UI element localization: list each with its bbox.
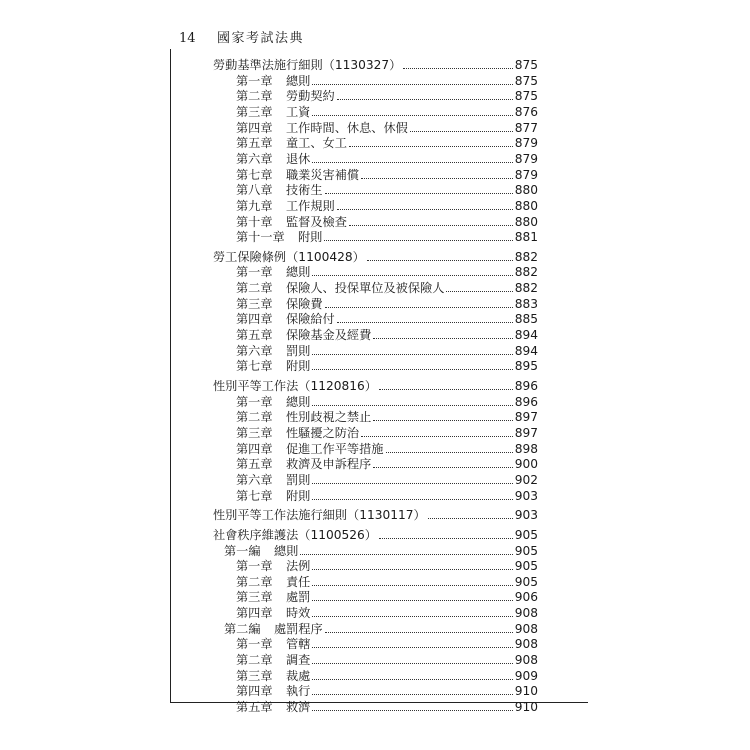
page-number: 14 [179,31,196,46]
toc-entry-chapter [236,198,538,214]
dot-leader [446,291,512,292]
toc-law-title: 社會秩序維護法（1100526） [213,527,377,542]
dot-leader [361,436,513,437]
chapter-number: 第三章 [236,668,273,683]
toc-page-number: 900 [514,457,538,472]
toc-entry-part [224,543,538,559]
toc-page-number: 875 [514,89,538,104]
dot-leader [312,679,512,680]
dot-leader [312,483,512,484]
toc-page-number: 910 [514,684,538,699]
dot-leader [312,710,512,711]
toc-page-number: 875 [514,73,538,88]
dot-leader [312,115,512,116]
dot-leader [403,68,512,69]
chapter-number: 第十一章 [236,230,285,245]
toc-page-number: 906 [514,590,538,605]
toc-entry-chapter [236,441,538,457]
toc-entry-chapter [236,214,538,230]
toc-chapter-label [236,229,322,245]
dot-leader [337,209,513,210]
dot-leader [312,369,512,370]
dot-leader [312,354,512,355]
chapter-number: 第四章 [236,120,273,135]
chapter-number: 第四章 [236,441,273,456]
dot-leader [312,663,512,664]
toc-chapter-label [236,683,310,699]
toc-chapter-label [236,135,347,151]
toc-chapter-label [236,488,310,504]
toc-page-number: 894 [514,328,538,343]
chapter-title: 罰則 [286,343,311,358]
chapter-number: 第一章 [236,637,273,652]
chapter-title: 退休 [286,151,311,166]
dot-leader [349,146,513,147]
toc-page-number: 896 [514,379,538,393]
dot-leader [312,84,512,85]
toc-entry-law [213,507,538,523]
toc-page-number: 875 [514,58,538,72]
toc-page-number: 905 [514,559,538,574]
dot-leader [379,389,513,390]
toc-entry-chapter [236,668,538,684]
toc-chapter-label [224,543,298,559]
chapter-number: 第七章 [236,167,273,182]
chapter-title: 保險費 [286,296,323,311]
toc-page-number: 910 [514,700,538,714]
chapter-number: 第二章 [236,574,273,589]
toc-law-title: 勞動基準法施行細則（1130327） [213,58,402,72]
chapter-title: 保險給付 [286,312,335,327]
toc-chapter-label [236,120,408,136]
toc-chapter-label [236,558,310,574]
chapter-number: 第五章 [236,457,273,472]
toc-entry-chapter [236,456,538,472]
toc-entry-law [213,57,538,73]
toc-entry-chapter [236,488,538,504]
dot-leader [373,338,512,339]
chapter-number: 第三章 [236,296,273,311]
chapter-title: 總則 [286,394,311,409]
chapter-number: 第一編 [224,543,261,558]
toc-page-number: 880 [514,198,538,213]
chapter-number: 第五章 [236,136,273,151]
toc-chapter-label [236,327,371,343]
dot-leader [312,275,512,276]
chapter-title: 性別歧視之禁止 [286,410,372,425]
chapter-number: 第三章 [236,104,273,119]
toc-entry-chapter [236,327,538,343]
toc-chapter-label [236,574,310,590]
chapter-title: 促進工作平等措施 [286,441,384,456]
chapter-title: 救濟 [286,700,311,714]
toc-chapter-label [236,198,335,214]
chapter-title: 時效 [286,606,311,621]
toc-entry-part [224,621,538,637]
toc-entry-chapter [236,589,538,605]
toc-entry-chapter [236,394,538,410]
dot-leader [337,322,513,323]
chapter-title: 工作時間、休息、休假 [286,120,408,135]
toc-page-number: 905 [514,574,538,589]
chapter-title: 技術生 [286,183,323,198]
toc-entry-chapter [236,425,538,441]
toc-chapter-label [236,343,310,359]
toc-chapter-label [236,441,384,457]
chapter-title: 救濟及申訴程序 [286,457,372,472]
chapter-number: 第十章 [236,214,273,229]
toc-chapter-label [236,636,310,652]
chapter-number: 第九章 [236,198,273,213]
chapter-number: 第三章 [236,425,273,440]
toc-chapter-label [236,394,310,410]
chapter-number: 第一章 [236,559,273,574]
toc-page-number: 905 [514,543,538,558]
toc-entry-chapter [236,280,538,296]
toc-chapter-label [236,104,310,120]
dot-leader [312,647,512,648]
chapter-title: 保險人、投保單位及被保險人 [286,281,445,296]
toc-entry-law [213,249,538,265]
toc-page-number: 894 [514,343,538,358]
toc-entry-chapter [236,151,538,167]
toc-chapter-label [236,280,444,296]
toc-entry-chapter [236,605,538,621]
chapter-title: 職業災害補償 [286,167,360,182]
toc-page-number: 879 [514,136,538,151]
toc-page-number: 908 [514,621,538,636]
chapter-title: 執行 [286,684,311,699]
toc-entry-chapter [236,472,538,488]
chapter-title: 附則 [298,230,323,245]
chapter-title: 裁處 [286,668,311,683]
toc-page-number: 908 [514,653,538,668]
toc-page-number: 903 [514,488,538,503]
dot-leader [312,616,512,617]
chapter-number: 第一章 [236,265,273,280]
toc-chapter-label [236,311,335,327]
toc-chapter-label [236,652,310,668]
toc-page-number: 909 [514,668,538,683]
toc-chapter-label [236,151,310,167]
toc-entry-chapter [236,182,538,198]
toc-entry-chapter [236,104,538,120]
toc-page-number: 908 [514,637,538,652]
toc-page-number: 883 [514,296,538,311]
dot-leader [312,569,512,570]
dot-leader [410,131,513,132]
chapter-number: 第六章 [236,343,273,358]
toc-entry-chapter [236,167,538,183]
chapter-number: 第二章 [236,281,273,296]
toc-page-number: 882 [514,265,538,280]
toc-entry-chapter [236,73,538,89]
chapter-title: 罰則 [286,472,311,487]
toc-entry-chapter [236,699,538,715]
chapter-title: 處罰程序 [274,621,323,636]
toc-page-number: 882 [514,281,538,296]
toc-entry-chapter [236,343,538,359]
toc-page-number: 898 [514,441,538,456]
dot-leader [312,585,512,586]
dot-leader [312,600,512,601]
toc-entry-chapter [236,683,538,699]
toc-chapter-label [236,73,310,89]
toc-chapter-label [236,456,371,472]
toc-page-number: 902 [514,472,538,487]
dot-leader [337,99,513,100]
chapter-title: 法例 [286,559,311,574]
dot-leader [361,178,513,179]
running-head [179,30,304,48]
chapter-number: 第一章 [236,73,273,88]
toc-law-title: 性別平等工作法（1120816） [213,379,377,393]
chapter-number: 第六章 [236,472,273,487]
toc-page-number: 897 [514,410,538,425]
chapter-title: 童工、女工 [286,136,347,151]
toc-page-number: 885 [514,312,538,327]
chapter-title: 工作規則 [286,198,335,213]
chapter-number: 第二編 [224,621,261,636]
toc-page-number: 879 [514,151,538,166]
dot-leader [312,499,512,500]
toc-law-title: 勞工保險條例（1100428） [213,249,365,264]
toc-chapter-label [236,699,310,715]
toc-page-number: 881 [514,230,538,245]
toc-entry-chapter [236,88,538,104]
chapter-title: 保險基金及經費 [286,328,372,343]
chapter-title: 總則 [286,265,311,280]
toc-page-number: 879 [514,167,538,182]
chapter-number: 第七章 [236,488,273,503]
toc-chapter-label [236,425,359,441]
toc-chapter-label [236,668,310,684]
toc-page-number: 903 [514,508,538,523]
toc-entry-chapter [236,409,538,425]
dot-leader [379,538,513,539]
chapter-number: 第四章 [236,684,273,699]
toc-entry-chapter [236,574,538,590]
toc-page-number: 880 [514,214,538,229]
chapter-title: 附則 [286,359,311,374]
dot-leader [386,452,513,453]
dot-leader [373,467,512,468]
toc-entry-chapter [236,120,538,136]
book-title: 國家考試法典 [217,31,305,46]
toc-entry-chapter [236,229,538,245]
chapter-number: 第二章 [236,410,273,425]
chapter-title: 總則 [286,73,311,88]
toc-page-number: 905 [514,527,538,542]
dot-leader [325,193,513,194]
chapter-title: 調查 [286,653,311,668]
toc-chapter-label [236,167,359,183]
dot-leader [349,225,513,226]
toc-page-number: 880 [514,183,538,198]
toc-chapter-label [236,182,323,198]
chapter-number: 第四章 [236,606,273,621]
dot-leader [325,632,513,633]
chapter-title: 處罰 [286,590,311,605]
toc-entry-chapter [236,264,538,280]
toc-law-title: 性別平等工作法施行細則（1130117） [213,508,426,523]
toc-entry-chapter [236,636,538,652]
chapter-number: 第四章 [236,312,273,327]
dot-leader [300,554,512,555]
dot-leader [428,518,513,519]
toc-entry-chapter [236,311,538,327]
toc-entry-law [213,378,538,394]
chapter-number: 第八章 [236,183,273,198]
dot-leader [312,405,512,406]
chapter-title: 附則 [286,488,311,503]
chapter-number: 第三章 [236,590,273,605]
toc-entry-chapter [236,558,538,574]
toc-chapter-label [236,605,310,621]
toc-chapter-label [236,296,323,312]
toc-entry-chapter [236,296,538,312]
toc-page-number: 908 [514,606,538,621]
toc-chapter-label [236,88,335,104]
toc-chapter-label [224,621,323,637]
toc-chapter-label [236,214,347,230]
chapter-number: 第七章 [236,359,273,374]
chapter-number: 第六章 [236,151,273,166]
chapter-title: 勞動契約 [286,89,335,104]
chapter-title: 監督及檢查 [286,214,347,229]
chapter-title: 性騷擾之防治 [286,425,360,440]
toc-page-number: 897 [514,425,538,440]
dot-leader [367,260,513,261]
toc-chapter-label [236,264,310,280]
toc-chapter-label [236,358,310,374]
toc-entry-chapter [236,135,538,151]
toc-chapter-label [236,589,310,605]
toc-entry-chapter [236,652,538,668]
chapter-number: 第五章 [236,328,273,343]
chapter-title: 工資 [286,104,311,119]
chapter-number: 第五章 [236,700,273,714]
dot-leader [312,162,512,163]
chapter-number: 第二章 [236,89,273,104]
toc-chapter-label [236,409,371,425]
chapter-title: 管轄 [286,637,311,652]
toc-entry-law [213,527,538,543]
dot-leader [312,694,512,695]
toc-page-number: 877 [514,120,538,135]
dot-leader [324,240,512,241]
dot-leader [373,420,512,421]
dot-leader [325,307,513,308]
toc-chapter-label [236,472,310,488]
chapter-title: 責任 [286,574,311,589]
chapter-number: 第二章 [236,653,273,668]
chapter-number: 第一章 [236,394,273,409]
toc-entry-chapter [236,358,538,374]
toc-page-number: 882 [514,249,538,264]
toc-page-number: 895 [514,359,538,374]
toc-page-number: 876 [514,104,538,119]
chapter-title: 總則 [274,543,299,558]
toc-page-number: 896 [514,394,538,409]
